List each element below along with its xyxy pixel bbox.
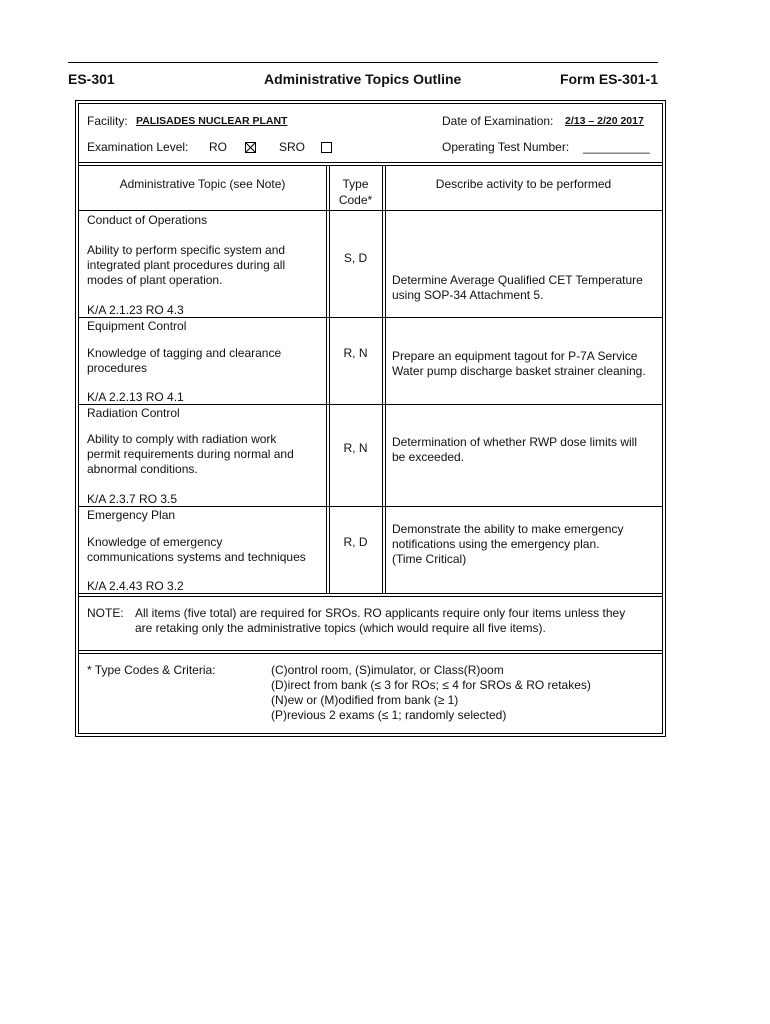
test-number-value: __________	[583, 140, 650, 154]
exam-level-label: Examination Level:	[87, 140, 189, 154]
topic-description: modes of plant operation.	[87, 273, 223, 287]
sro-label: SRO	[279, 140, 306, 154]
sro-checkbox[interactable]	[321, 142, 332, 153]
ka-number: K/A 2.1.23 RO 4.3	[87, 303, 184, 317]
column-divider	[382, 165, 383, 593]
divider	[79, 650, 662, 651]
exam-date-value: 2/13 – 2/20 2017	[565, 115, 644, 127]
ro-label: RO	[209, 140, 227, 154]
column-divider	[326, 165, 327, 593]
topic-description: integrated plant procedures during all	[87, 258, 286, 272]
type-code-criteria: (C)ontrol room, (S)imulator, or Class(R)oom	[271, 663, 504, 677]
facility-value: PALISADES NUCLEAR PLANT	[136, 115, 288, 127]
activity-text: be exceeded.	[392, 450, 465, 464]
topic-title: Conduct of Operations	[87, 213, 208, 227]
topic-description: permit requirements during normal and	[87, 447, 294, 461]
divider	[79, 210, 662, 211]
activity-text: Determine Average Qualified CET Temperature	[392, 273, 643, 287]
activity-text: using SOP-34 Attachment 5.	[392, 288, 544, 302]
topic-description: Knowledge of tagging and clearance	[87, 346, 282, 360]
activity-text: Demonstrate the ability to make emergency	[392, 522, 624, 536]
note-text: are retaking only the administrative topics (which would require all five items).	[135, 621, 546, 635]
form-outer-border	[75, 100, 666, 737]
type-codes-label: * Type Codes & Criteria:	[87, 663, 216, 677]
activity-text: Water pump discharge basket strainer cleaning.	[392, 364, 646, 378]
facility-label: Facility:	[87, 114, 128, 128]
topic-title: Equipment Control	[87, 319, 187, 333]
type-code-criteria: (N)ew or (M)odified from bank (≥ 1)	[271, 693, 459, 707]
column-divider	[385, 165, 386, 593]
topic-title: Radiation Control	[87, 406, 180, 420]
ro-checkbox[interactable]	[245, 142, 256, 153]
exam-date-label: Date of Examination:	[442, 114, 554, 128]
activity-text: Prepare an equipment tagout for P-7A Service	[392, 349, 638, 363]
form-body	[78, 103, 663, 734]
topic-title: Emergency Plan	[87, 508, 176, 522]
type-code: R, N	[343, 346, 368, 360]
test-number-label: Operating Test Number:	[442, 140, 570, 154]
type-code-criteria: (P)revious 2 exams (≤ 1; randomly selected)	[271, 708, 507, 722]
topic-description: communications systems and techniques	[87, 550, 306, 564]
type-code: S, D	[343, 251, 368, 265]
topic-description: Knowledge of emergency	[87, 535, 223, 549]
topic-description: abnormal conditions.	[87, 462, 198, 476]
topic-description: procedures	[87, 361, 148, 375]
divider	[79, 165, 662, 166]
activity-text: (Time Critical)	[392, 552, 467, 566]
column-header-type-line1: Type	[342, 177, 369, 191]
form-series: ES-301	[68, 71, 115, 87]
type-code: R, N	[343, 441, 368, 455]
divider	[79, 653, 662, 654]
activity-text: Determination of whether RWP dose limits will	[392, 435, 637, 449]
form-number: Form ES-301-1	[559, 71, 658, 87]
note-text: All items (five total) are required for SROs. RO applicants require only four items unless they	[135, 606, 626, 620]
note-label: NOTE:	[87, 606, 124, 620]
page-header	[68, 62, 658, 89]
ka-number: K/A 2.4.43 RO 3.2	[87, 579, 184, 593]
form-title: Administrative Topics Outline	[264, 71, 462, 87]
topic-description: Ability to comply with radiation work	[87, 432, 277, 446]
column-header-activity: Describe activity to be performed	[435, 177, 612, 191]
ka-number: K/A 2.3.7 RO 3.5	[87, 492, 178, 506]
topic-description: Ability to perform specific system and	[87, 243, 286, 257]
type-code-criteria: (D)irect from bank (≤ 3 for ROs; ≤ 4 for SROs & RO retakes)	[271, 678, 591, 692]
column-divider	[329, 165, 330, 593]
activity-text: notifications using the emergency plan.	[392, 537, 600, 551]
type-code: R, D	[343, 535, 368, 549]
divider	[79, 596, 662, 597]
column-header-topic: Administrative Topic (see Note)	[119, 177, 286, 191]
divider	[79, 162, 662, 163]
column-header-type-line2: Code*	[338, 193, 373, 207]
ka-number: K/A 2.2.13 RO 4.1	[87, 390, 184, 404]
